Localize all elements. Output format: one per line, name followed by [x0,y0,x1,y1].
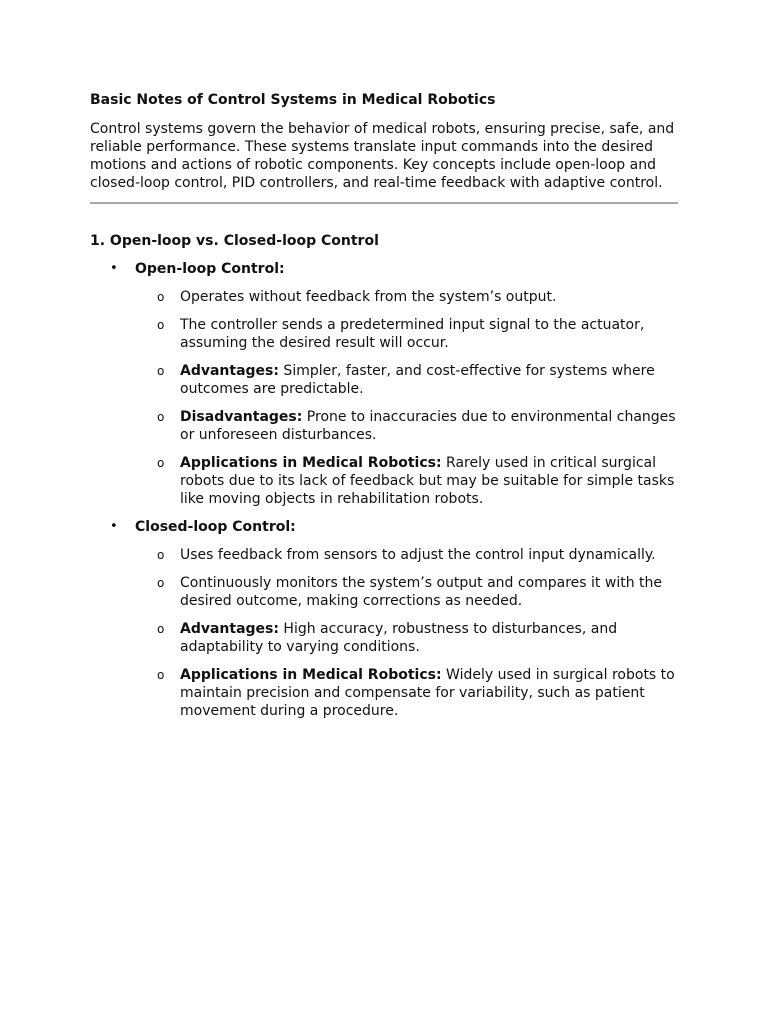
item-text: Operates without feedback from the system’s output. [180,289,557,305]
open-loop-label: Open-loop Control: [135,261,285,277]
item-text: Uses feedback from sensors to adjust the control input dynamically. [180,547,656,563]
bullet-disc-icon: • [110,261,118,276]
list-item [135,620,680,656]
list-item [135,288,680,306]
intro-paragraph: Control systems govern the behavior of medical robots, ensuring precise, safe, and reliable performance. These systems translate input commands into the desired motions and actions of robotic components. Key concepts include open-loop and closed-loop control, PID controllers, and real-time feedback with adaptive control. [90,121,675,191]
item-label: Advantages: [180,363,279,379]
item-text: Rarely used in critical surgical robots due to its lack of feedback but may be suitable for simple tasks like moving objects in rehabilitation robots. [180,455,675,507]
section-heading: 1. Open-loop vs. Closed-loop Control [90,233,379,249]
document-title: Basic Notes of Control Systems in Medical Robotics [90,92,496,108]
bullet-circle-icon: o [157,576,165,590]
closed-loop-sublist [135,546,680,720]
bullet-circle-icon: o [157,290,165,304]
list-item [135,546,680,564]
bullet-circle-icon: o [157,622,165,636]
item-text: Widely used in surgical robots to maintain precision and compensate for variability, such as patient movement during a procedure. [180,667,675,719]
list-item [135,362,680,398]
list-item [135,408,680,444]
item-text: Prone to inaccuracies due to environmental changes or unforeseen disturbances. [180,409,676,443]
list-item [135,454,680,508]
item-text: The controller sends a predetermined input signal to the actuator, assuming the desired result will occur. [180,317,645,351]
horizontal-divider [90,202,678,204]
list-item-closed-loop [90,518,680,720]
control-types-list [90,260,680,720]
closed-loop-label: Closed-loop Control: [135,519,296,535]
bullet-circle-icon: o [157,410,165,424]
document-content [90,91,680,720]
item-label: Disadvantages: [180,409,303,425]
item-label: Applications in Medical Robotics: [180,667,442,683]
bullet-circle-icon: o [157,548,165,562]
item-text: High accuracy, robustness to disturbances, and adaptability to varying conditions. [180,621,618,655]
item-text: Continuously monitors the system’s output and compares it with the desired outcome, making corrections as needed. [180,575,662,609]
item-label: Applications in Medical Robotics: [180,455,442,471]
bullet-disc-icon: • [110,519,118,534]
bullet-circle-icon: o [157,364,165,378]
open-loop-sublist [135,288,680,508]
list-item [135,666,680,720]
list-item [135,316,680,352]
bullet-circle-icon: o [157,318,165,332]
item-label: Advantages: [180,621,279,637]
list-item-open-loop [90,260,680,508]
bullet-circle-icon: o [157,668,165,682]
bullet-circle-icon: o [157,456,165,470]
list-item [135,574,680,610]
item-text: Simpler, faster, and cost-effective for systems where outcomes are predictable. [180,363,655,397]
